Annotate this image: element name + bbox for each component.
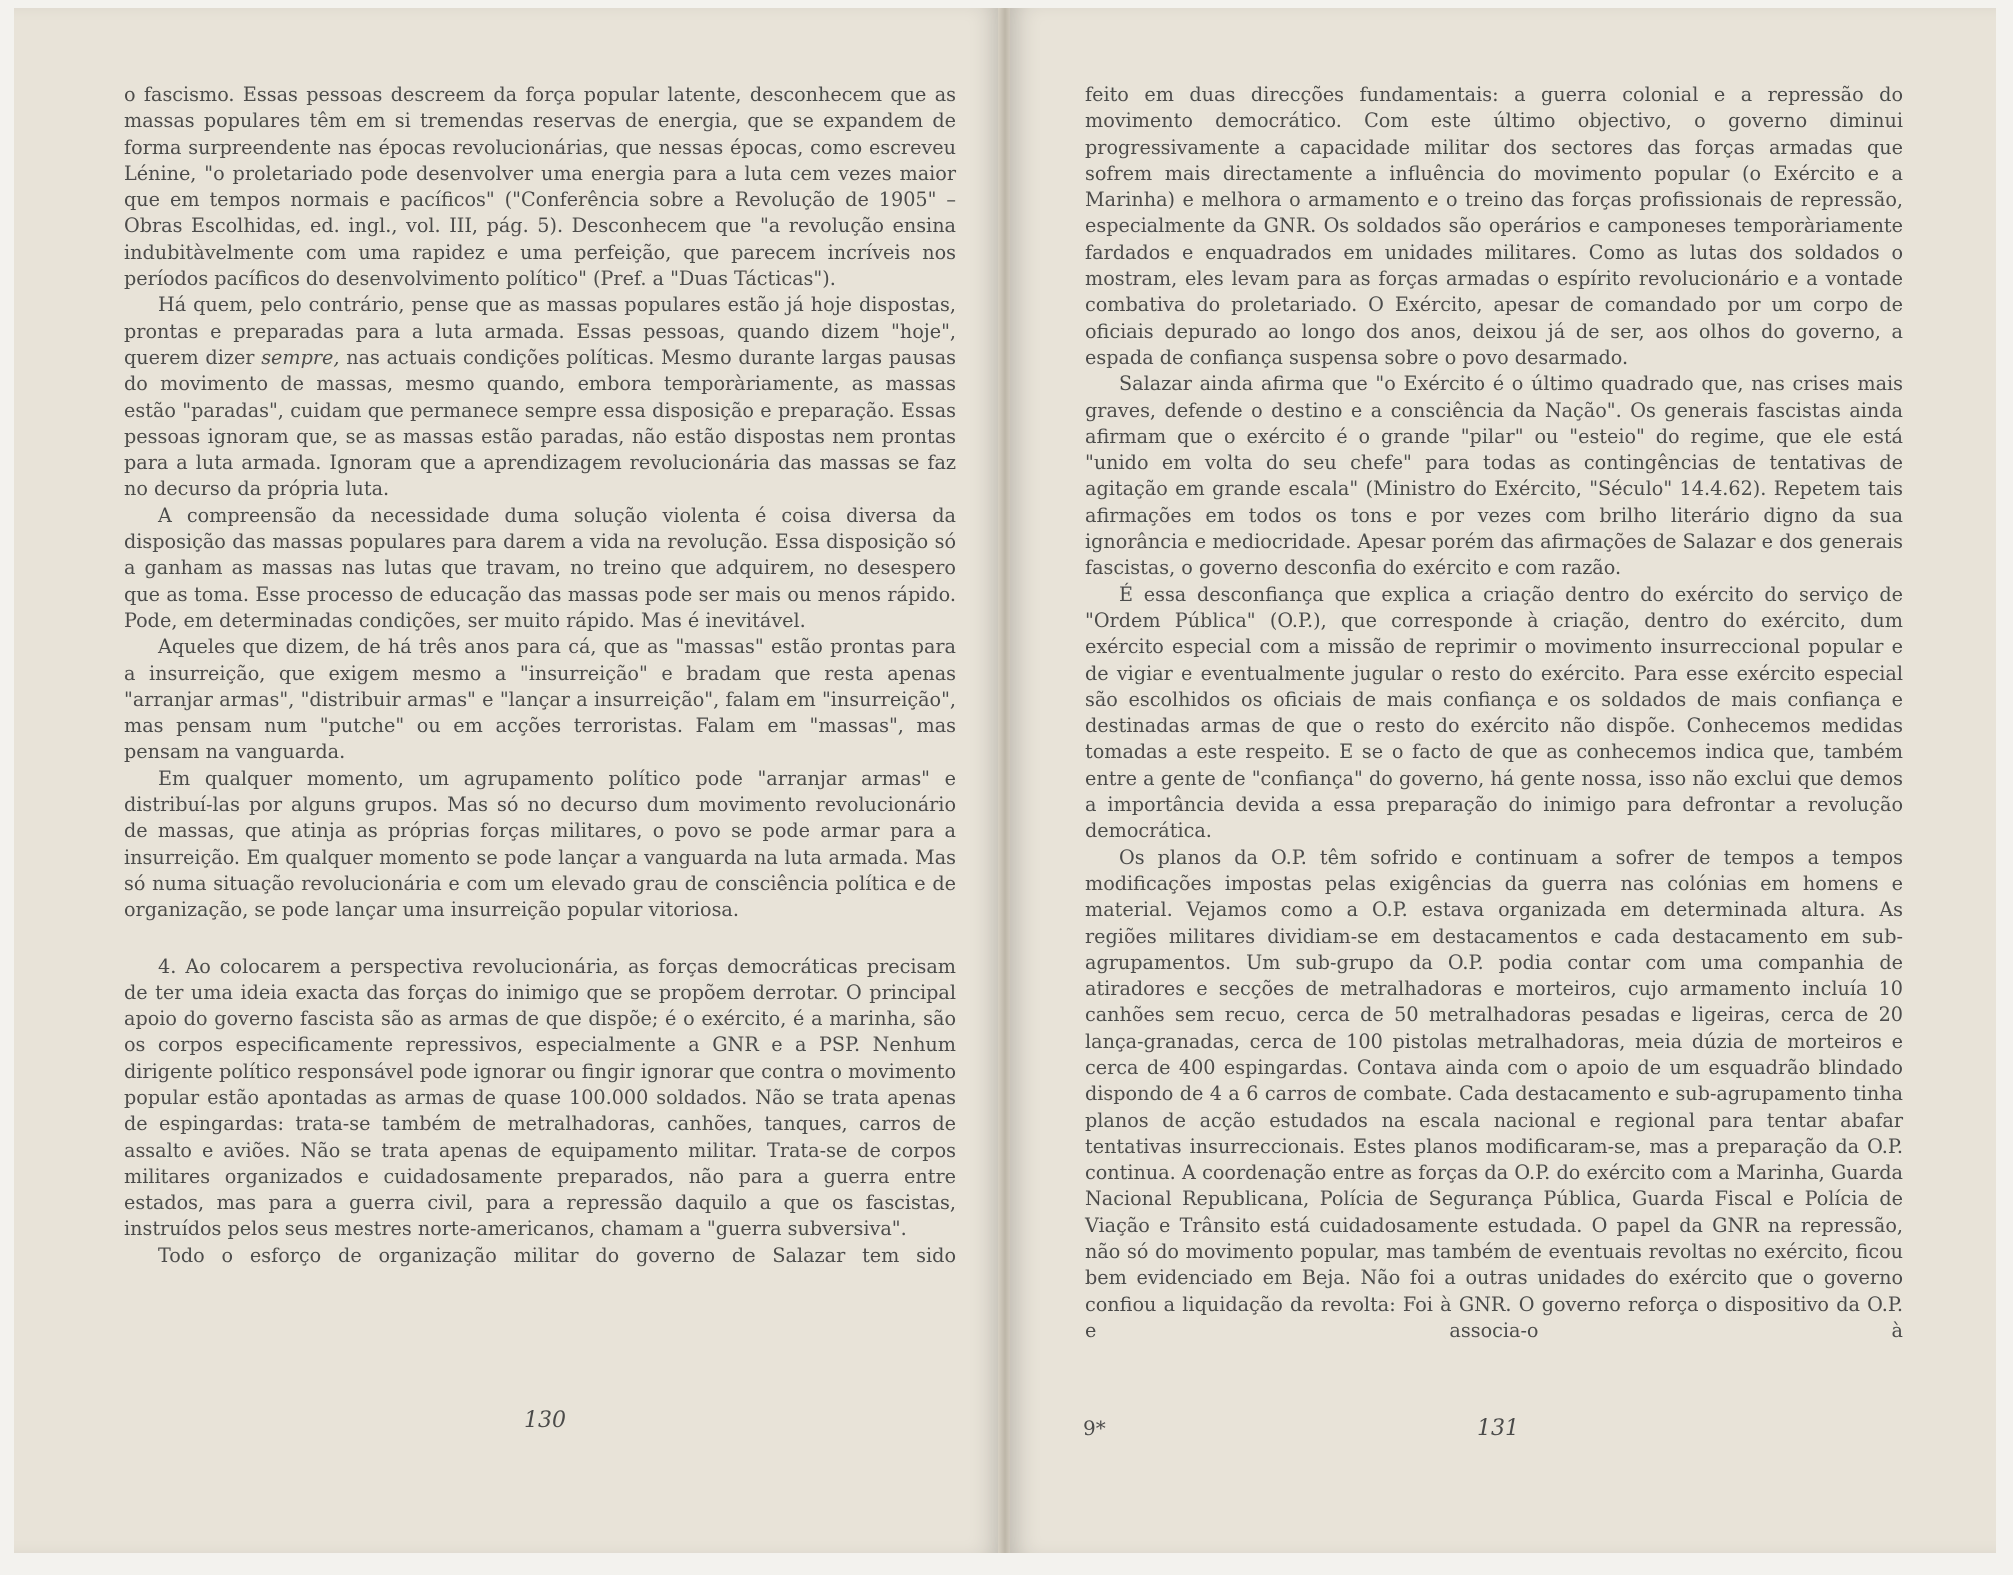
left-page-body xyxy=(124,82,956,1269)
paragraph: É essa desconfiança que explica a criação dentro do exército do serviço de "Ordem Pública" (O.P.), que corresponde à criação, dentro do exército, dum exército especial com a missão de reprimir o movimento insurreccional popular e de vigiar e eventualmente jugular o resto do exército. Para esse exército especial são escolhidos os oficiais de mais confiança e os soldados de mais confiança e destinadas armas de que o resto do exército não dispõe. Conhecemos medidas tomadas a este respeito. E se o facto de que as conhecemos indica que, também entre a gente de "confiança" do governo, há gente nossa, isso não exclui que demos a importância devida a essa preparação do inimigo para defrontar a revolução democrática. xyxy=(1085,582,1903,843)
page-number: 130 xyxy=(524,1408,566,1433)
paragraph-text: nas actuais condições políticas. Mesmo durante largas pausas do movimento de massas, mesmo quando, embora temporàriamente, as massas estão "paradas", cuidam que permanece sempre essa disposição e preparação. Essas pessoas ignoram que, se as massas estão paradas, não estão dispostas nem prontas para a luta armada. Ignoram que a aprendizagem revolucionária das massas se faz no decurso da própria luta. xyxy=(124,345,956,501)
paragraph: 4. Ao colocarem a perspectiva revolucionária, as forças democráticas precisam de ter uma ideia exacta das forças do inimigo que se propõem derrotar. O principal apoio do governo fascista são as armas de que dispõe; é o exército, é a marinha, são os corpos especificamente repressivos, especialmente a GNR e a PSP. Nenhum dirigente político responsável pode ignorar ou fingir ignorar que contra o movimento popular estão apontadas as armas de quase 100.000 soldados. Não se trata apenas de espingardas: trata-se também de metralhadoras, canhões, tanques, carros de assalto e aviões. Não se trata apenas de equipamento militar. Trata-se de corpos militares organizados e cuidadosamente preparados, não para a guerra entre estados, mas para a guerra civil, para a repressão daquilo a que os fascistas, instruídos pelos seus mestres norte-americanos, chamam a "guerra subversiva". xyxy=(124,954,956,1241)
signature-mark: 9* xyxy=(1083,1416,1106,1440)
paragraph: Aqueles que dizem, de há três anos para cá, que as "massas" estão prontas para a insurreição, que exigem mesmo a "insurreição" e bradam que resta apenas "arranjar armas", "distribuir armas" e "lançar a insurreição", falam em "insurreição", mas pensam num "putche" ou em acções terroristas. Falam em "massas", mas pensam na vanguarda. xyxy=(124,635,956,764)
italic-word: sempre, xyxy=(261,345,340,369)
paragraph: Salazar ainda afirma que "o Exército é o último quadrado que, nas crises mais graves, defende o destino e a consciência da Nação". Os generais fascistas ainda afirmam que o exército é o grande "pilar" ou "esteio" do regime, que ele está "unido em volta do seu chefe" para todas as contingências de tentativas de agitação em grande escala" (Ministro do Exército, "Século" 14.4.62). Repetem tais afirmações em todos os tons e por vezes com brilho literário digno da sua ignorância e mediocridade. Apesar porém das afirmações de Salazar e dos generais fascistas, o governo desconfia do exército e com razão. xyxy=(1085,372,1903,580)
paragraph-text: Há quem, pelo contrário, pense que as massas populares estão já hoje dispostas, prontas e preparadas para a luta armada. Essas pessoas, quando dizem "hoje", querem dizer xyxy=(124,293,956,369)
page-number: 131 xyxy=(1477,1416,1519,1441)
paragraph: o fascismo. Essas pessoas descreem da força popular latente, desconhecem que as massas populares têm em si tremendas reservas de energia, que se expandem de forma surpreendente nas épocas revolucionárias, que nessas épocas, como escreveu Lénine, "o proletariado pode desenvolver uma energia para a luta cem vezes maior que em tempos normais e pacíficos" ("Conferência sobre a Revolução de 1905" – Obras Escolhidas, ed. ingl., vol. III, pág. 5). Desconhecem que "a revolução ensina indubitàvelmente com uma rapidez e uma perfeição, que parecem incríveis nos períodos pacíficos do desenvolvimento político" (Pref. a "Duas Tácticas"). xyxy=(124,83,956,291)
right-page xyxy=(1010,8,1996,1553)
paragraph: Todo o esforço de organização militar do governo de Salazar tem sido xyxy=(158,1243,956,1267)
right-page-body xyxy=(1085,82,1903,1344)
paragraph: feito em duas direcções fundamentais: a guerra colonial e a repressão do movimento democrático. Com este último objectivo, o governo diminui progressivamente a capacidade militar dos sectores das forças armadas que sofrem mais directamente a influência do movimento popular (o Exército e a Marinha) e melhora o armamento e o treino das forças profissionais de repressão, especialmente da GNR. Os soldados são operários e camponeses temporàriamente fardados e enquadrados em unidades militares. Como as lutas dos soldados o mostram, eles levam para as forças armadas o espírito revolucionário e a vontade combativa do proletariado. O Exército, apesar de comandado por um corpo de oficiais depurado ao longo dos anos, deixou já de ser, aos olhos do governo, a espada de confiança suspensa sobre o povo desarmado. xyxy=(1085,83,1903,369)
paragraph: Os planos da O.P. têm sofrido e continuam a sofrer de tempos a tempos modificações impostas pelas exigências da guerra nas colónias em homens e material. Vejamos como a O.P. estava organizada em determinada altura. As regiões militares dividiam-se em destacamentos e cada destacamento em sub-agrupamentos. Um sub-grupo da O.P. podia contar com uma companhia de atiradores e secções de metralhadoras e morteiros, cujo armamento incluía 10 canhões sem recuo, cerca de 50 metralhadoras pesadas e ligeiras, cerca de 20 lança-granadas, cerca de 100 pistolas metralhadoras, meia dúzia de morteiros e cerca de 400 espingardas. Contava ainda com o apoio de um esquadrão blindado dispondo de 4 a 6 carros de combate. Cada destacamento e sub-agrupamento tinha planos de acção estudados na escala nacional e regional para tentar abafar tentativas insurreccionais. Estes planos modificaram-se, mas a preparação da O.P. continua. A coordenação entre as forças da O.P. do exército com a Marinha, Guarda Nacional Republicana, Polícia de Segurança Pública, Guarda Fiscal e Polícia de Viação e Trânsito está cuidadosamente estudada. O papel da GNR na repressão, não só do movimento popular, mas também de eventuais revoltas no exército, ficou bem evidenciado em Beja. Não foi a outras unidades do exército que o governo confiou a liquidação da revolta: Foi à GNR. O governo reforça o dispositivo da O.P. e associa-o à xyxy=(1085,845,1903,1342)
paragraph: Em qualquer momento, um agrupamento político pode "arranjar armas" e distribuí-las por alguns grupos. Mas só no decurso dum movimento revolucionário de massas, que atinja as próprias forças militares, o povo se pode armar para a insurreição. Em qualquer momento se pode lançar a vanguarda na luta armada. Mas só numa situação revolucionária e com um elevado grau de consciência política e de organização, se pode lançar uma insurreição popular vitoriosa. xyxy=(124,766,956,922)
paragraph: A compreensão da necessidade duma solução violenta é coisa diversa da disposição das massas populares para darem a vida na revolução. Essa disposição só a ganham as massas nas lutas que travam, no treino que adquirem, no desespero que as toma. Esse processo de educação das massas pode ser mais ou menos rápido. Pode, em determinadas condições, ser muito rápido. Mas é inevitável. xyxy=(124,503,956,632)
paragraph xyxy=(124,292,956,502)
left-page xyxy=(14,8,1000,1553)
